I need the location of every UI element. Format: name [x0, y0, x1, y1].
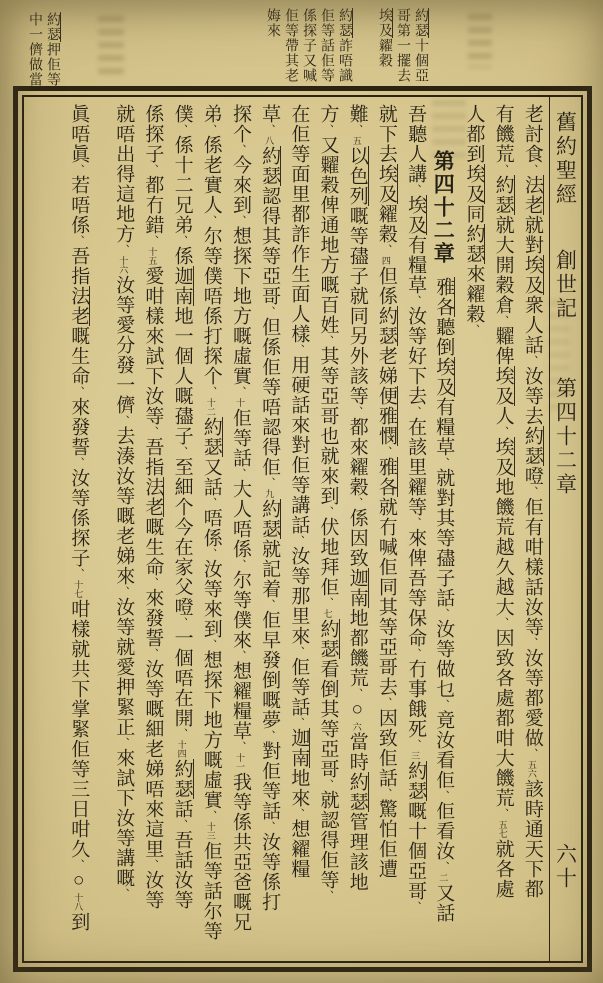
verse-number: 十三: [205, 822, 216, 840]
proper-name: 以色列: [346, 146, 368, 206]
reading-dot: 、: [321, 890, 334, 901]
proper-name: 約瑟: [346, 772, 368, 812]
reading-dot: 、: [72, 164, 85, 175]
proper-name: 埃及: [405, 195, 427, 235]
verse-number: 十二: [205, 398, 216, 416]
page-frame: [13, 86, 592, 972]
reading-dot: 、: [379, 244, 392, 255]
reading-dot: 、: [321, 506, 334, 517]
reading-dot: 、: [525, 486, 538, 497]
reading-dot: 、: [175, 728, 188, 739]
annotation-column: 佢等帶其老: [283, 8, 298, 83]
reading-dot: 、: [117, 244, 130, 255]
reading-dot: 、: [321, 124, 334, 135]
annotation-column: 約瑟詐唔識: [337, 8, 352, 83]
reading-dot: 、: [437, 608, 450, 619]
verse-number: 八: [264, 136, 275, 145]
reading-dot: 、: [525, 164, 538, 175]
reading-dot: 、: [496, 164, 509, 175]
reading-dot: 、: [321, 335, 334, 346]
reading-dot: 、: [409, 901, 422, 912]
reading-dot: 、: [72, 859, 85, 870]
reading-dot: 、: [233, 741, 246, 752]
text-column: 在佢等面里都詐作生面人樣、用硬話來對佢等講話、汝等那里來、佢等話、迦南地來、想糴糧: [288, 104, 310, 879]
proper-name: 約瑟: [413, 8, 428, 38]
reading-dot: 、: [525, 355, 538, 366]
verse-number: 五六: [526, 760, 537, 778]
reading-dot: 、: [146, 859, 159, 870]
reading-dot: 、: [437, 457, 450, 468]
reading-dot: 、: [233, 468, 246, 479]
reading-dot: 、: [233, 144, 246, 155]
reading-dot: 、: [350, 124, 363, 135]
reading-dot: 、: [350, 406, 363, 417]
reading-dot: 、: [146, 235, 159, 246]
proper-name: 約瑟: [521, 426, 543, 466]
annotation-column: 約瑟十個亞: [413, 8, 428, 83]
reading-dot: 、: [233, 386, 246, 397]
reading-dot: 、: [496, 426, 509, 437]
annotation-column: 娒來: [265, 8, 280, 38]
verse-number: 十六: [118, 256, 129, 274]
verse-number: 九: [264, 489, 275, 498]
verse-number: 七: [322, 609, 333, 618]
page-frame-inner: [22, 95, 583, 963]
annotation-column: 埃及糴穀: [377, 8, 392, 68]
reading-dot: 、: [263, 599, 276, 610]
reading-dot: 、: [263, 477, 276, 488]
verse-number: 十五: [147, 247, 158, 265]
verse-number: 十七: [73, 580, 84, 598]
text-column: 有饑荒、約瑟就大開穀倉、糶俾埃及人、埃及地饑荒越久越大、因致各處都咁大饑荒、五七就各處: [492, 104, 514, 899]
reading-dot: 、: [117, 737, 130, 748]
reading-dot: 、: [409, 517, 422, 528]
reading-dot: 、: [409, 406, 422, 417]
proper-name: 約瑟: [405, 761, 427, 801]
body-text: [26, 97, 548, 961]
proper-name: 約瑟: [375, 306, 397, 346]
reading-dot: 、: [437, 699, 450, 710]
text-column: 就唔出得這地方、十六汝等愛分發一儕、去湊汝等嘅老娣來、汝等就愛押緊正、來試下汝等講嘅、: [113, 104, 135, 899]
reading-dot: 、: [175, 124, 188, 135]
bleed-through-mark: [468, 14, 492, 68]
reading-dot: 、: [350, 497, 363, 508]
reading-dot: 、: [204, 548, 217, 559]
text-column: 就下去埃及糴穀、四但係約瑟老娣便雅憫、雅各就冇喊佢同其等亞哥去、因致佢話、驚怕佢遭: [375, 104, 397, 879]
proper-name: 迦南: [288, 728, 310, 768]
annotation-column: 中一儕做當: [27, 12, 42, 87]
proper-name: 約瑟: [337, 8, 352, 38]
text-column: 老討食、法老就對埃及衆人話、汝等去約瑟噔、佢有咁樣話汝等、汝等都愛做、五六該時通天下都: [521, 104, 543, 899]
reading-dot: 、: [117, 888, 130, 899]
verse-number: 十八: [73, 893, 84, 911]
proper-name: 約瑟: [463, 224, 485, 264]
reading-dot: 、: [379, 697, 392, 708]
page-number: 六十: [553, 843, 578, 891]
reading-dot: 、: [496, 617, 509, 628]
verse-number: 二: [438, 873, 449, 882]
reading-dot: 、: [204, 386, 217, 397]
book-title: 舊約聖經: [553, 111, 578, 207]
proper-name: 埃及: [521, 255, 543, 295]
reading-dot: 、: [175, 235, 188, 246]
text-column: 僕、係十二兄弟、係迦南地一個人嘅孻子、至細个今在家父噔、一個唔在開、十四約瑟話、吾話汝等: [171, 104, 193, 910]
proper-name: 埃及: [492, 366, 514, 406]
reading-dot: 、: [437, 790, 450, 801]
reading-dot: 、: [525, 637, 538, 648]
proper-name: 法老: [142, 477, 164, 517]
reading-dot: 、: [72, 457, 85, 468]
proper-name: 雅各: [375, 457, 397, 497]
reading-dot: 、: [175, 617, 188, 628]
title-column: [549, 97, 581, 961]
proper-name: 約瑟: [171, 759, 193, 799]
verse-number: 十四: [176, 740, 187, 758]
reading-dot: 、: [233, 215, 246, 226]
reading-dot: 、: [496, 315, 509, 326]
bleed-through-mark: [98, 16, 124, 78]
reading-dot: 、: [263, 124, 276, 135]
proper-name: 便雅憫: [375, 386, 397, 446]
reading-dot: 、: [72, 568, 85, 579]
verse-number: 三: [410, 751, 421, 760]
text-column: 第四十二章雅各聽倒埃及有糧草、就對其等孻子話、汝等做乜、竟汝看佢、佢看汝、二又話: [431, 150, 456, 923]
verse-number: 十: [234, 398, 245, 407]
chapter-heading: 第四十二章: [431, 150, 456, 265]
reading-dot: 、: [496, 808, 509, 819]
verse-number: 六: [351, 722, 362, 731]
reading-dot: 、: [379, 446, 392, 457]
proper-name: 埃及: [433, 357, 455, 397]
reading-dot: 、: [204, 124, 217, 135]
reading-dot: 、: [292, 717, 305, 728]
verse-number: 四: [380, 256, 391, 265]
reading-dot: 、: [409, 184, 422, 195]
reading-dot: 、: [175, 819, 188, 830]
reading-dot: 、: [409, 739, 422, 750]
proper-name: 約瑟: [45, 12, 60, 42]
reading-dot: 、: [175, 446, 188, 457]
reading-dot: 、: [263, 306, 276, 317]
reading-dot: 、: [292, 344, 305, 355]
reading-dot: 、: [72, 235, 85, 246]
proper-name: 埃及: [463, 164, 485, 204]
reading-dot: 、: [292, 808, 305, 819]
proper-name: 法老: [521, 175, 543, 215]
reading-dot: 、: [146, 648, 159, 659]
reading-dot: 、: [117, 415, 130, 426]
verse-number: 五七: [497, 820, 508, 838]
reading-dot: 、: [292, 646, 305, 657]
section-title: 創世記: [553, 249, 578, 321]
text-column: 難、五以色列嘅等孻子就同另外該等、都來糴穀、係因致迦南地都饑荒、○六當時約瑟管理該地: [346, 104, 368, 892]
reading-dot: 、: [204, 639, 217, 650]
reading-dot: 、: [146, 577, 159, 588]
text-column: 眞唔眞、若唔係、吾指法老嘅生命、來發誓、汝等係探子、十七咁樣就共下掌緊佢等三日咁久、○十八到: [68, 104, 90, 932]
proper-name: 雅各: [433, 277, 455, 317]
reading-dot: 、: [467, 324, 480, 335]
reading-dot: 、: [292, 535, 305, 546]
reading-dot: 、: [437, 861, 450, 872]
reading-dot: 、: [146, 426, 159, 437]
annotation-column: 哥第一擺去: [395, 8, 410, 83]
reading-dot: 、: [204, 810, 217, 821]
reading-dot: 、: [321, 779, 334, 790]
reading-dot: 、: [233, 559, 246, 570]
annotation-column: 係探子又喊: [301, 8, 316, 83]
reading-dot: 、: [379, 788, 392, 799]
proper-name: 約瑟: [259, 146, 281, 186]
reading-dot: 、: [350, 688, 363, 699]
reading-dot: 、: [409, 648, 422, 659]
verse-number: 十一: [234, 753, 245, 771]
text-column: 方、又糶穀俾通地方嘅百姓、其等亞哥也就來到、伏地拜佢、七約瑟看倒其等亞哥、就認得佢等、: [317, 104, 339, 901]
reading-dot: 、: [117, 586, 130, 597]
proper-name: 約瑟: [317, 619, 339, 659]
reading-dot: 、: [525, 748, 538, 759]
reading-dot: 、: [321, 597, 334, 608]
proper-name: 埃及: [492, 437, 514, 477]
reading-dot: 、: [146, 164, 159, 175]
chapter-label: 第四十二章: [553, 377, 578, 497]
reading-dot: 、: [204, 215, 217, 226]
proper-name: 埃及: [375, 164, 397, 204]
verse-number: 五: [351, 136, 362, 145]
reading-dot: 、: [233, 650, 246, 661]
reading-dot: 、: [409, 295, 422, 306]
annotation-column: 佢等話佢等: [319, 8, 334, 83]
reading-dot: 、: [263, 821, 276, 832]
text-column: 草、八約瑟認得其等亞哥、但係佢等唔認得佢、九約瑟就記着、佢早發倒嘅夢、對佢等話、汝等係打: [259, 104, 281, 912]
proper-name: 法老: [68, 286, 90, 326]
annotation-column: 約瑟押佢等: [45, 12, 60, 87]
text-column: 人都到埃及同約瑟來糴穀、: [463, 104, 485, 335]
proper-name: 埃及: [377, 8, 392, 38]
text-column: 吾聽人講、埃及有糧草、汝等好下去、在該里糴等、來俾吾等保命、冇事餓死、三約瑟嘅十個亞哥、: [405, 104, 427, 912]
reading-dot: 、: [204, 497, 217, 508]
annotation-group-middle: [246, 8, 354, 94]
proper-name: 約瑟: [259, 499, 281, 539]
text-column: 弟、係老實人、尔等僕唔係打探个、十二約瑟又話、唔係、汝等來到、想探下地方嘅虛實、十三佢等話尔等: [200, 104, 222, 941]
reading-dot: 、: [72, 386, 85, 397]
proper-name: 迦南: [346, 568, 368, 608]
text-column: 係探子、都冇錯、十五愛咁樣來試下汝等、吾指法老嘅生命、來發誓、汝等嘅細老娣唔來這里、汝等: [142, 104, 164, 910]
reading-dot: 、: [263, 730, 276, 741]
text-column: 探个、今來到、想探下地方嘅虛實、十佢等話、大人唔係、尔等僕來、想糴糧草、十一我等係共亞爸嘅兄: [229, 104, 251, 932]
annotation-group-right: [360, 8, 430, 94]
proper-name: 約瑟: [492, 175, 514, 215]
proper-name: 約瑟: [200, 417, 222, 457]
proper-name: 迦南: [171, 266, 193, 306]
